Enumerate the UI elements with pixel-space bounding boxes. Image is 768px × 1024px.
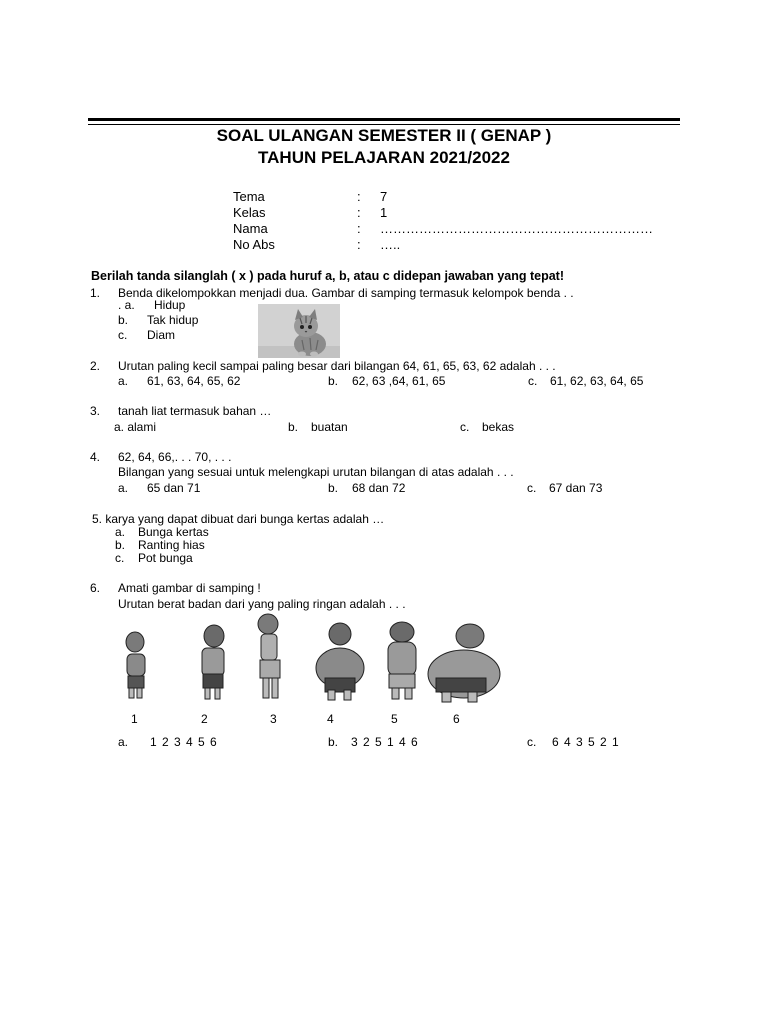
question-text: Benda dikelompokkan menjadi dua. Gambar di samping termasuk kelompok benda . .: [118, 286, 574, 300]
option-b[interactable]: 3 2 5 1 4 6: [351, 735, 419, 749]
info-sep: :: [357, 205, 361, 220]
figure-number-4: 4: [327, 712, 334, 726]
option-b[interactable]: 68 dan 72: [352, 481, 406, 495]
option-c-letter[interactable]: c.: [460, 420, 470, 434]
body-weight-figures: [118, 612, 510, 704]
option-c[interactable]: Pot bunga: [138, 551, 193, 565]
option-a[interactable]: 61, 63, 64, 65, 62: [147, 374, 241, 388]
option-c[interactable]: bekas: [482, 420, 515, 434]
instruction: Berilah tanda silanglah ( x ) pada huruf a, b, atau c didepan jawaban yang tepat!: [91, 269, 565, 283]
question-number: 2.: [90, 359, 101, 373]
question-number: 1.: [90, 286, 101, 300]
option-c[interactable]: 61, 62, 63, 64, 65: [550, 374, 644, 388]
info-value-tema: 7: [380, 189, 388, 204]
figure-1: [126, 632, 145, 698]
option-a-letter[interactable]: . a.: [118, 298, 135, 312]
figure-number-1: 1: [131, 712, 138, 726]
option-b-letter[interactable]: b.: [328, 735, 339, 749]
question-text: Amati gambar di samping !: [118, 581, 261, 595]
option-c-letter[interactable]: c.: [527, 481, 537, 495]
info-sep: :: [357, 237, 361, 252]
info-label-no-abs: No Abs: [233, 237, 275, 252]
header-double-rule-thick: [88, 118, 680, 121]
question-text: Urutan paling kecil sampai paling besar dari bilangan 64, 61, 65, 63, 62 adalah . . .: [118, 359, 556, 373]
figure-number-5: 5: [391, 712, 398, 726]
figure-number-3: 3: [270, 712, 277, 726]
option-c-letter[interactable]: c.: [527, 735, 537, 749]
option-b-letter[interactable]: b.: [288, 420, 299, 434]
figure-5: [388, 622, 416, 699]
question-number: 6.: [90, 581, 101, 595]
option-a-letter[interactable]: a.: [118, 481, 129, 495]
info-label-tema: Tema: [233, 189, 265, 204]
option-b-letter[interactable]: b.: [328, 481, 339, 495]
option-a[interactable]: Bunga kertas: [138, 525, 209, 539]
option-b[interactable]: Ranting hias: [138, 538, 205, 552]
option-b[interactable]: buatan: [311, 420, 348, 434]
option-c[interactable]: 6 4 3 5 2 1: [552, 735, 620, 749]
question-text: 62, 64, 66,. . . 70, . . .: [118, 450, 232, 464]
option-a[interactable]: a. alami: [114, 420, 157, 434]
option-c-letter[interactable]: c.: [528, 374, 538, 388]
header-double-rule-thin: [88, 124, 680, 125]
exam-title: SOAL ULANGAN SEMESTER II ( GENAP ): [216, 126, 552, 145]
option-b-letter[interactable]: b.: [328, 374, 339, 388]
info-label-nama: Nama: [233, 221, 268, 236]
question-number: 4.: [90, 450, 101, 464]
figure-number-6: 6: [453, 712, 460, 726]
option-a-letter[interactable]: a.: [118, 735, 129, 749]
option-c[interactable]: Diam: [147, 328, 176, 342]
option-b-letter[interactable]: b.: [118, 313, 129, 327]
option-a[interactable]: 1 2 3 4 5 6: [150, 735, 218, 749]
info-sep: :: [357, 189, 361, 204]
info-value-no-abs: …..: [380, 237, 401, 252]
exam-year: TAHUN PELAJARAN 2021/2022: [258, 148, 510, 167]
info-value-kelas: 1: [380, 205, 388, 220]
kitten-image: [258, 304, 340, 358]
figure-2: [202, 625, 224, 699]
question-text: tanah liat termasuk bahan …: [118, 404, 272, 418]
option-b[interactable]: Tak hidup: [147, 313, 199, 327]
question-text: 5. karya yang dapat dibuat dari bunga kertas adalah …: [92, 512, 385, 526]
option-a[interactable]: 65 dan 71: [147, 481, 201, 495]
question-text-2: Urutan berat badan dari yang paling ringan adalah . . .: [118, 597, 406, 611]
info-value-nama: ………………………………………………………: [380, 221, 653, 236]
option-b[interactable]: 62, 63 ,64, 61, 65: [352, 374, 446, 388]
option-a-letter[interactable]: a.: [118, 374, 129, 388]
option-a[interactable]: Hidup: [154, 298, 186, 312]
info-label-kelas: Kelas: [233, 205, 266, 220]
option-c-letter[interactable]: c.: [115, 551, 125, 565]
option-b-letter[interactable]: b.: [115, 538, 126, 552]
question-number: 3.: [90, 404, 101, 418]
option-c-letter[interactable]: c.: [118, 328, 128, 342]
info-sep: :: [357, 221, 361, 236]
option-a-letter[interactable]: a.: [115, 525, 126, 539]
option-c[interactable]: 67 dan 73: [549, 481, 603, 495]
question-text-2: Bilangan yang sesuai untuk melengkapi urutan bilangan di atas adalah . . .: [118, 465, 514, 479]
figure-number-2: 2: [201, 712, 208, 726]
